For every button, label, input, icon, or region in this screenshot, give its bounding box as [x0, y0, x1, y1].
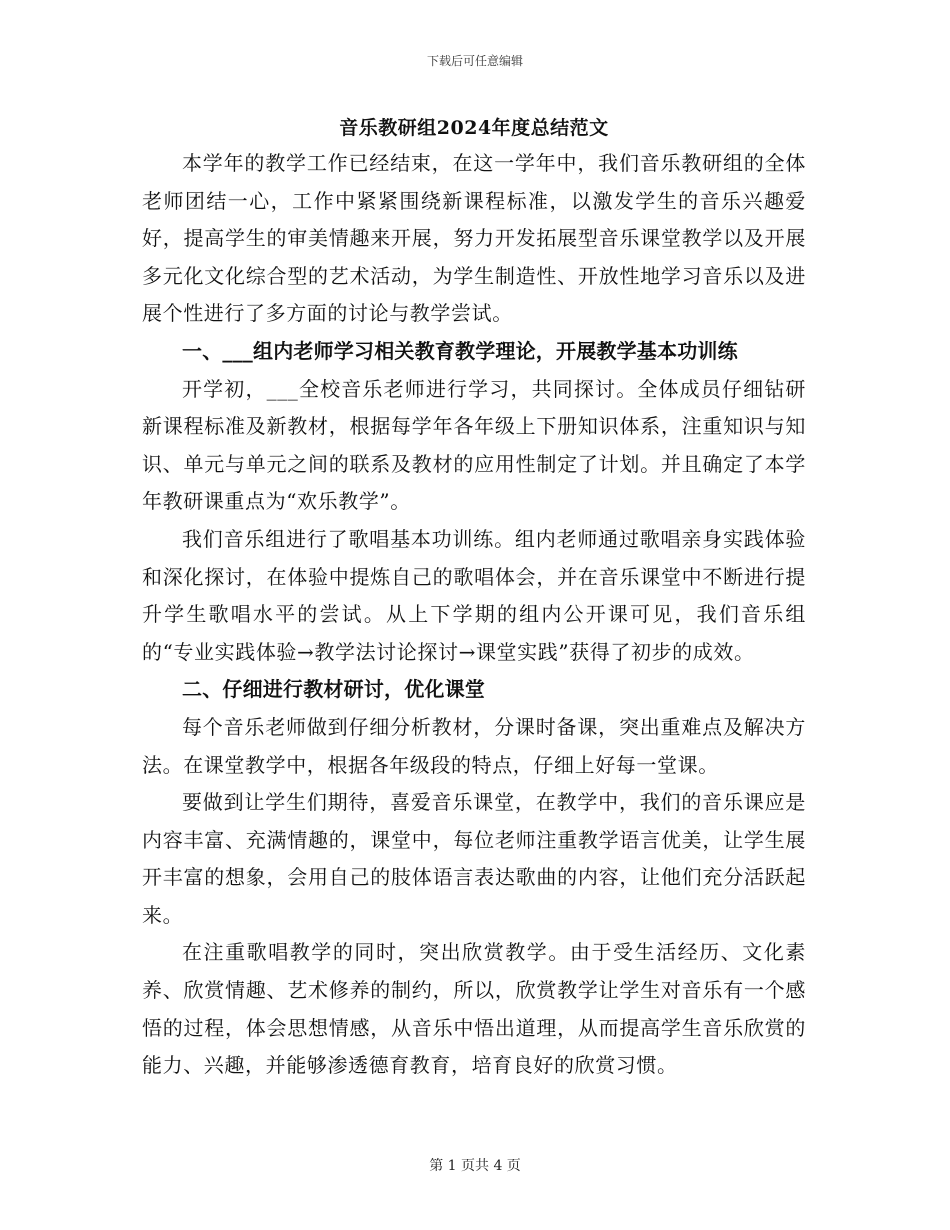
body-paragraph: 要做到让学生们期待，喜爱音乐课堂，在教学中，我们的音乐课应是内容丰富、充满情趣的，课堂中，每位老师注重教学语言优美，让学生展开丰富的想象，会用自己的肢体语言表达歌曲的内容，让他们充分活跃起来。 — [142, 790, 806, 927]
intro-paragraph: 本学年的教学工作已经结束，在这一学年中，我们音乐教研组的全体老师团结一心，工作中紧紧围绕新课程标准，以激发学生的音乐兴趣爱好，提高学生的审美情趣来开展，努力开发拓展型音乐课堂教学以及开展多元化文化综合型的艺术活动，为学生制造性、开放性地学习音乐以及进展个性进行了多方面的讨论与教学尝试。 — [142, 151, 806, 326]
body-paragraph: 每个音乐老师做到仔细分析教材，分课时备课，突出重难点及解决方法。在课堂教学中，根据各年级段的特点，仔细上好每一堂课。 — [142, 714, 806, 777]
page-header-note: 下载后可任意编辑 — [426, 54, 523, 68]
body-paragraph: 在注重歌唱教学的同时，突出欣赏教学。由于受生活经历、文化素养、欣赏情趣、艺术修养的制约，所以，欣赏教学让学生对音乐有一个感悟的过程，体会思想情感，从音乐中悟出道理，从而提高学生音乐欣赏的能力、兴趣，并能够渗透德育教育，培育良好的欣赏习惯。 — [142, 940, 806, 1078]
body-paragraph: 我们音乐组进行了歌唱基本功训练。组内老师通过歌唱亲身实践体验和深化探讨，在体验中提炼自己的歌唱体会，并在音乐课堂中不断进行提升学生歌唱水平的尝试。从上下学期的组内公开课可见，我们音乐组的“专业实践体验→教学法讨论探讨→课堂实践”获得了初步的成效。 — [142, 526, 806, 664]
section-heading-1: 一、___组内老师学习相关教育教学理论，开展教学基本功训练 — [182, 338, 738, 363]
section-heading-2: 二、仔细进行教材研讨，优化课堂 — [182, 677, 485, 702]
document-title: 音乐教研组2024年度总结范文 — [339, 117, 609, 139]
document-body — [142, 113, 806, 1085]
body-paragraph: 开学初，___全校音乐老师进行学习，共同探讨。全体成员仔细钻研新课程标准及新教材，根据每学年各年级上下册知识体系，注重知识与知识、单元与单元之间的联系及教材的应用性制定了计划。并且确定了本学年教研课重点为“欢乐教学”。 — [142, 376, 806, 514]
page-number-footer: 第 1 页共 4 页 — [429, 1158, 521, 1174]
